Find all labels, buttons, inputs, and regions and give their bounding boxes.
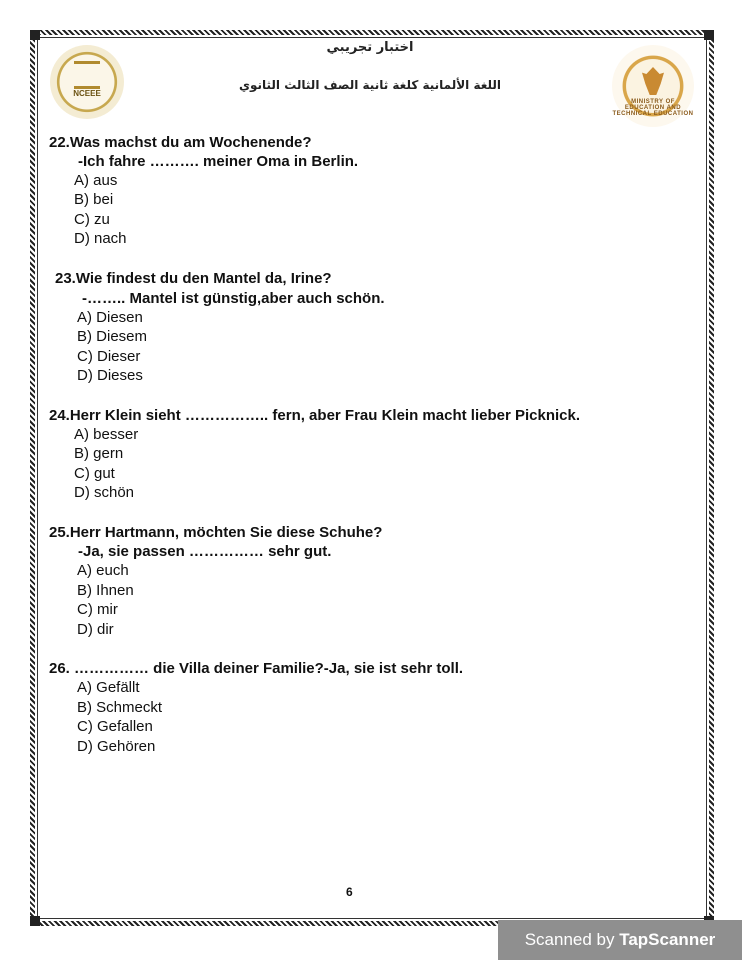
- question-23-prompt: 23.Wie findest du den Mantel da, Irine?: [55, 270, 332, 287]
- eagle-icon: [642, 67, 664, 95]
- scanner-watermark: [498, 920, 742, 960]
- question-24-prompt: 24.Herr Klein sieht …………….. fern, aber Frau Klein macht lieber Picknick.: [49, 407, 580, 424]
- question-23-option-b: B) Diesem: [77, 328, 148, 345]
- exam-subtitle: اللغة الألمانية كلغة ثانية الصف الثالث الثانوي: [238, 78, 502, 92]
- question-26-option-d: D) Gehören: [77, 738, 156, 755]
- question-23-option-a: A) Diesen: [77, 309, 143, 326]
- nceee-logo: [50, 45, 124, 119]
- nceee-logo-text: NCEEE: [73, 89, 101, 98]
- exam-title: اختبار تجريبي: [326, 40, 414, 55]
- scanner-watermark-brand: TapScanner: [619, 930, 716, 949]
- question-23-option-c: C) Dieser: [77, 348, 141, 365]
- question-22-prompt: 22.Was machst du am Wochenende?: [49, 134, 312, 151]
- question-22-option-a: A) aus: [74, 172, 118, 189]
- border-corner: [704, 30, 714, 40]
- question-23-stem: -…….. Mantel ist günstig,aber auch schön.: [82, 290, 385, 307]
- ministry-logo-text: MINISTRY OF EDUCATION AND TECHNICAL EDUCATION: [612, 99, 694, 117]
- scales-icon: [74, 61, 100, 89]
- page-number: 6: [346, 885, 353, 899]
- ministry-logo: [612, 45, 694, 127]
- border-corner: [30, 30, 40, 40]
- question-25-prompt: 25.Herr Hartmann, möchten Sie diese Schuhe?: [49, 524, 383, 541]
- question-25-option-b: B) Ihnen: [77, 582, 134, 599]
- question-22-option-c: C) zu: [74, 211, 110, 228]
- question-26-prompt: 26. …………… die Villa deiner Familie?-Ja, sie ist sehr toll.: [49, 660, 464, 677]
- question-24-option-a: A) besser: [74, 426, 139, 443]
- question-26-option-a: A) Gefällt: [77, 679, 140, 696]
- question-24-option-b: B) gern: [74, 445, 124, 462]
- question-22-stem: -Ich fahre ………. meiner Oma in Berlin.: [78, 153, 359, 170]
- question-26-option-b: B) Schmeckt: [77, 699, 163, 716]
- question-24-option-d: D) schön: [74, 484, 135, 501]
- question-25-option-a: A) euch: [77, 562, 129, 579]
- border-corner: [30, 916, 40, 926]
- question-22-option-d: D) nach: [74, 230, 127, 247]
- scanner-watermark-prefix: Scanned by: [524, 930, 620, 949]
- question-25-option-d: D) dir: [77, 621, 114, 638]
- question-23-option-d: D) Dieses: [77, 367, 143, 384]
- question-26-option-c: C) Gefallen: [77, 718, 153, 735]
- question-25-option-c: C) mir: [77, 601, 118, 618]
- question-24-option-c: C) gut: [74, 465, 115, 482]
- question-22-option-b: B) bei: [74, 191, 114, 208]
- question-25-stem: -Ja, sie passen …………… sehr gut.: [78, 543, 332, 560]
